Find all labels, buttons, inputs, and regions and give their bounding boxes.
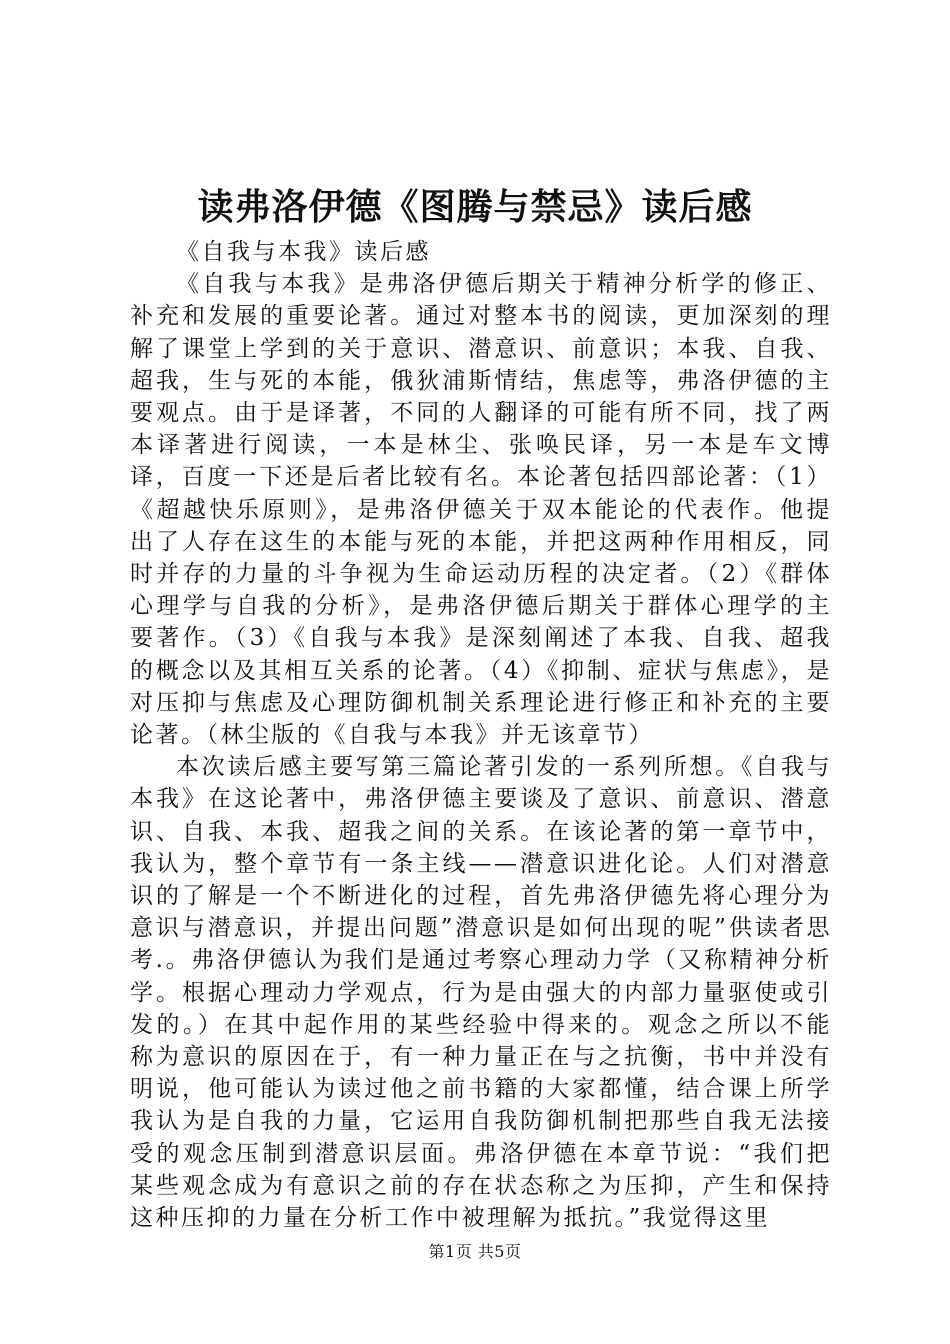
paragraph-main: 本次读后感主要写第三篇论著引发的一系列所想。《自我与本我》在这论著中，弗洛伊德主要谈及了意识、前意识、潜意识、自我、本我、超我之间的关系。在该论著的第一章节中，我认为，整个章节有一条主线——潜意识进化论。人们对潜意识的了解是一个不断进化的过程，首先弗洛伊德先将心理分为意识与潜意识，并提出问题”潜意识是如何出现的呢”供读者思考.。弗洛伊德认为我们是通过考察心理动力学（又称精神分析学。根据心理动力学观点，行为是由强大的内部力量驱使或引发的。）在其中起作用的某些经验中得来的。观念之所以不能称为意识的原因在于，有一种力量正在与之抗衡，书中并没有明说，他可能认为读过他之前书籍的大家都懂，结合课上所学我认为是自我的力量，它运用自我防御机制把那些自我无法接受的观念压制到潜意识层面。弗洛伊德在本章节说：“我们把某些观念成为有意识之前的存在状态称之为压抑，产生和保持这种压抑的力量在分析工作中被理解为抵抗。”我觉得这里	[130, 754, 832, 1232]
document-body	[130, 236, 832, 1234]
page-total: 共5页	[477, 1242, 522, 1261]
paragraph-intro: 《自我与本我》是弗洛伊德后期关于精神分析学的修正、补充和发展的重要论著。通过对整本书的阅读，更加深刻的理解了课堂上学到的关于意识、潜意识、前意识；本我、自我、超我，生与死的本能，俄狄浦斯情结，焦虑等，弗洛伊德的主要观点。由于是译著，不同的人翻译的可能有所不同，找了两本译著进行阅读，一本是林尘、张唤民译，另一本是车文博译，百度一下还是后者比较有名。本论著包括四部论著：（1）《超越快乐原则》，是弗洛伊德关于双本能论的代表作。他提出了人存在这生的本能与死的本能，并把这两种作用相反，同时并存的力量的斗争视为生命运动历程的决定者。（2）《群体心理学与自我的分析》，是弗洛伊德后期关于群体心理学的主要著作。（3）《自我与本我》是深刻阐述了本我、自我、超我的概念以及其相互关系的论著。（4）《抑制、症状与焦虑》，是对压抑与焦虑及心理防御机制关系理论进行修正和补充的主要论著。（林尘版的《自我与本我》并无该章节）	[130, 271, 832, 749]
page-footer	[0, 1241, 950, 1263]
paragraph-subtitle: 《自我与本我》读后感	[176, 239, 431, 265]
document-title: 读弗洛伊德《图腾与禁忌》读后感	[197, 187, 753, 228]
page-number: 第1页	[428, 1242, 473, 1261]
